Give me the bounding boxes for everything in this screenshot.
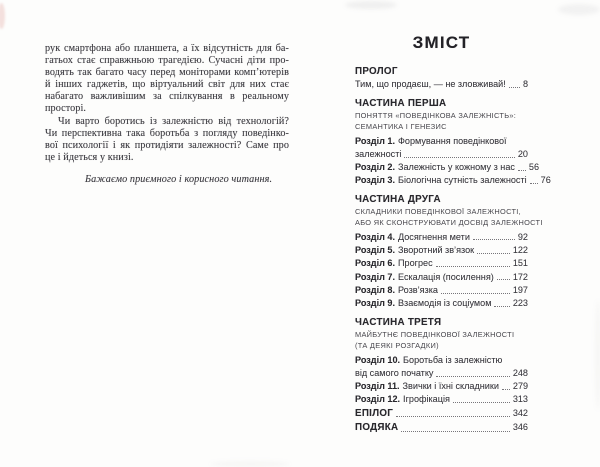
toc-entry-prolog xyxy=(355,78,528,90)
entry-title: Прогрес xyxy=(397,258,433,269)
page-number: 313 xyxy=(512,394,528,405)
dot-leader xyxy=(396,416,510,417)
entry-title: Зворотний зв’язок xyxy=(397,245,475,256)
page-number: 122 xyxy=(512,245,528,256)
part2-subtitle-line: АБО ЯК СКОНСТРУЮВАТИ ДОСВІД ЗАЛЕЖНОСТІ xyxy=(355,218,543,228)
chapter-number: Розділ 2. xyxy=(355,162,395,173)
toc-entry-chapter9 xyxy=(355,297,528,309)
dot-leader xyxy=(494,306,509,307)
toc-entry-chapter7 xyxy=(355,271,528,283)
toc-entry-chapter1-wrap xyxy=(355,148,528,160)
entry-title-continued: залежності xyxy=(355,148,402,159)
page-number: 56 xyxy=(528,162,540,173)
page-number: 151 xyxy=(512,258,528,269)
dot-leader xyxy=(502,389,510,390)
page-number: 197 xyxy=(512,284,528,295)
chapter-number: Розділ 12. xyxy=(355,394,401,405)
entry-title-continued: від самого початку xyxy=(355,367,434,378)
dot-leader xyxy=(401,431,509,432)
toc-entry-chapter1 xyxy=(355,135,528,147)
toc-entry-epilog xyxy=(355,407,528,420)
preface-closing-line: Бажаємо приємного і корисного читання. xyxy=(85,173,273,185)
toc-entry-acknowledgments xyxy=(355,421,528,434)
toc-heading-part3: ЧАСТИНА ТРЕТЯ xyxy=(355,316,442,328)
preface-line: набагато важливішим за спілкування в реальному xyxy=(45,91,289,103)
dot-leader xyxy=(404,157,514,158)
part2-subtitle-line: СКЛАДНИКИ ПОВЕДІНКОВОЇ ЗАЛЕЖНОСТІ, xyxy=(355,206,521,216)
page-number: 92 xyxy=(517,231,528,242)
page-number: 8 xyxy=(522,79,528,90)
chapter-number: Розділ 11. xyxy=(355,381,400,392)
page-number: 346 xyxy=(512,421,528,432)
chapter-number: Розділ 7. xyxy=(355,271,395,282)
preface-line: просторі. xyxy=(45,103,87,115)
toc-entry-chapter2 xyxy=(355,161,540,173)
scan-smudge xyxy=(595,300,600,410)
entry-title: Ігрофікація xyxy=(403,394,450,405)
entry-title: Ескалація (посилення) xyxy=(397,271,494,282)
entry-title: Залежність у кожному з нас xyxy=(397,162,515,173)
dot-leader xyxy=(509,87,520,88)
epilog-heading: ЕПІЛОГ xyxy=(355,407,394,419)
acknowledgments-heading: ПОДЯКА xyxy=(355,421,399,433)
preface-line: водять так багато часу перед моніторами комп’ютерів xyxy=(45,67,289,79)
preface-line: Чи перспективна така боротьба з погляду поведінко- xyxy=(45,127,289,139)
page-number: 248 xyxy=(512,367,528,378)
entry-title: Досягнення мети xyxy=(397,231,470,242)
part1-subtitle-line: ПОНЯТТЯ «ПОВЕДІНКОВА ЗАЛЕЖНІСТЬ»: xyxy=(355,110,517,120)
dot-leader xyxy=(530,183,538,184)
toc-entry-chapter12 xyxy=(355,393,528,405)
page-number: 342 xyxy=(512,407,528,418)
dot-leader xyxy=(473,239,515,240)
toc-entry-chapter4 xyxy=(355,231,528,243)
chapter-number: Розділ 8. xyxy=(355,284,395,295)
toc-page-title: ЗМІСТ xyxy=(412,33,471,52)
toc-heading-prolog: ПРОЛОГ xyxy=(355,66,398,77)
page-number: 172 xyxy=(512,271,528,282)
preface-line: це і йдеться у книзі. xyxy=(45,151,134,163)
toc-entry-chapter5 xyxy=(355,244,528,256)
chapter-number: Розділ 1. xyxy=(355,135,395,146)
chapter-number: Розділ 9. xyxy=(355,298,395,309)
preface-line: гатьох стає справжньою трагедією. Сучасні діти про- xyxy=(45,55,289,67)
dot-leader xyxy=(477,253,510,254)
chapter-number: Розділ 4. xyxy=(355,231,395,242)
chapter-number: Розділ 5. xyxy=(355,245,395,256)
preface-line: вої психології і як протидіяти залежності? Саме про xyxy=(45,139,289,151)
entry-title: Розв’язка xyxy=(397,284,438,295)
chapter-number: Розділ 3. xyxy=(355,175,395,186)
page-number: 279 xyxy=(512,381,529,392)
entry-title: Тим, що продаєш, — не зловживай! xyxy=(355,79,506,90)
toc-heading-part1: ЧАСТИНА ПЕРША xyxy=(355,97,447,109)
entry-title: Формування поведінкової xyxy=(397,135,507,146)
dot-leader xyxy=(518,170,526,171)
scan-smudge xyxy=(210,461,290,467)
entry-title: Звички і їхні складники xyxy=(402,381,499,392)
toc-entry-chapter10-wrap xyxy=(355,367,528,379)
preface-line: Чи варто боротись із залежністю від технологій? xyxy=(58,115,289,127)
scan-smudge xyxy=(558,4,600,15)
page-number: 20 xyxy=(517,148,528,159)
part1-subtitle-line: СЕМАНТИКА І ГЕНЕЗИС xyxy=(355,122,447,132)
page-number: 76 xyxy=(540,175,551,186)
scan-smudge xyxy=(0,3,5,29)
page-number: 223 xyxy=(512,298,528,309)
toc-entry-chapter10 xyxy=(355,354,528,366)
part3-subtitle-line: (ТА ДЕЯКІ РОЗГАДКИ) xyxy=(355,341,439,351)
entry-title: Взаємодія із соціумом xyxy=(397,298,492,309)
entry-title: Біологічна сутність залежності xyxy=(397,175,527,186)
dot-leader xyxy=(436,376,509,377)
dot-leader xyxy=(453,402,510,403)
dot-leader xyxy=(441,293,510,294)
toc-heading-part2: ЧАСТИНА ДРУГА xyxy=(355,193,441,205)
chapter-number: Розділ 10. xyxy=(355,354,401,365)
chapter-number: Розділ 6. xyxy=(355,258,395,269)
entry-title: Боротьба із залежністю xyxy=(403,354,503,365)
toc-entry-chapter8 xyxy=(355,284,528,296)
scan-smudge xyxy=(345,1,397,9)
preface-line: й інших гаджетів, що віртуальний світ для них стає xyxy=(45,79,289,91)
toc-column xyxy=(355,66,551,434)
preface-line: рук смартфона або планшета, а їх відсутність для ба- xyxy=(45,43,289,54)
left-page-preface xyxy=(45,43,289,186)
dot-leader xyxy=(436,266,510,267)
toc-entry-chapter6 xyxy=(355,257,528,269)
dot-leader xyxy=(497,279,510,280)
part3-subtitle-line: МАЙБУТНЄ ПОВЕДІНКОВОЇ ЗАЛЕЖНОСТІ xyxy=(355,329,515,339)
toc-entry-chapter11 xyxy=(355,380,528,392)
toc-entry-chapter3 xyxy=(355,174,551,186)
